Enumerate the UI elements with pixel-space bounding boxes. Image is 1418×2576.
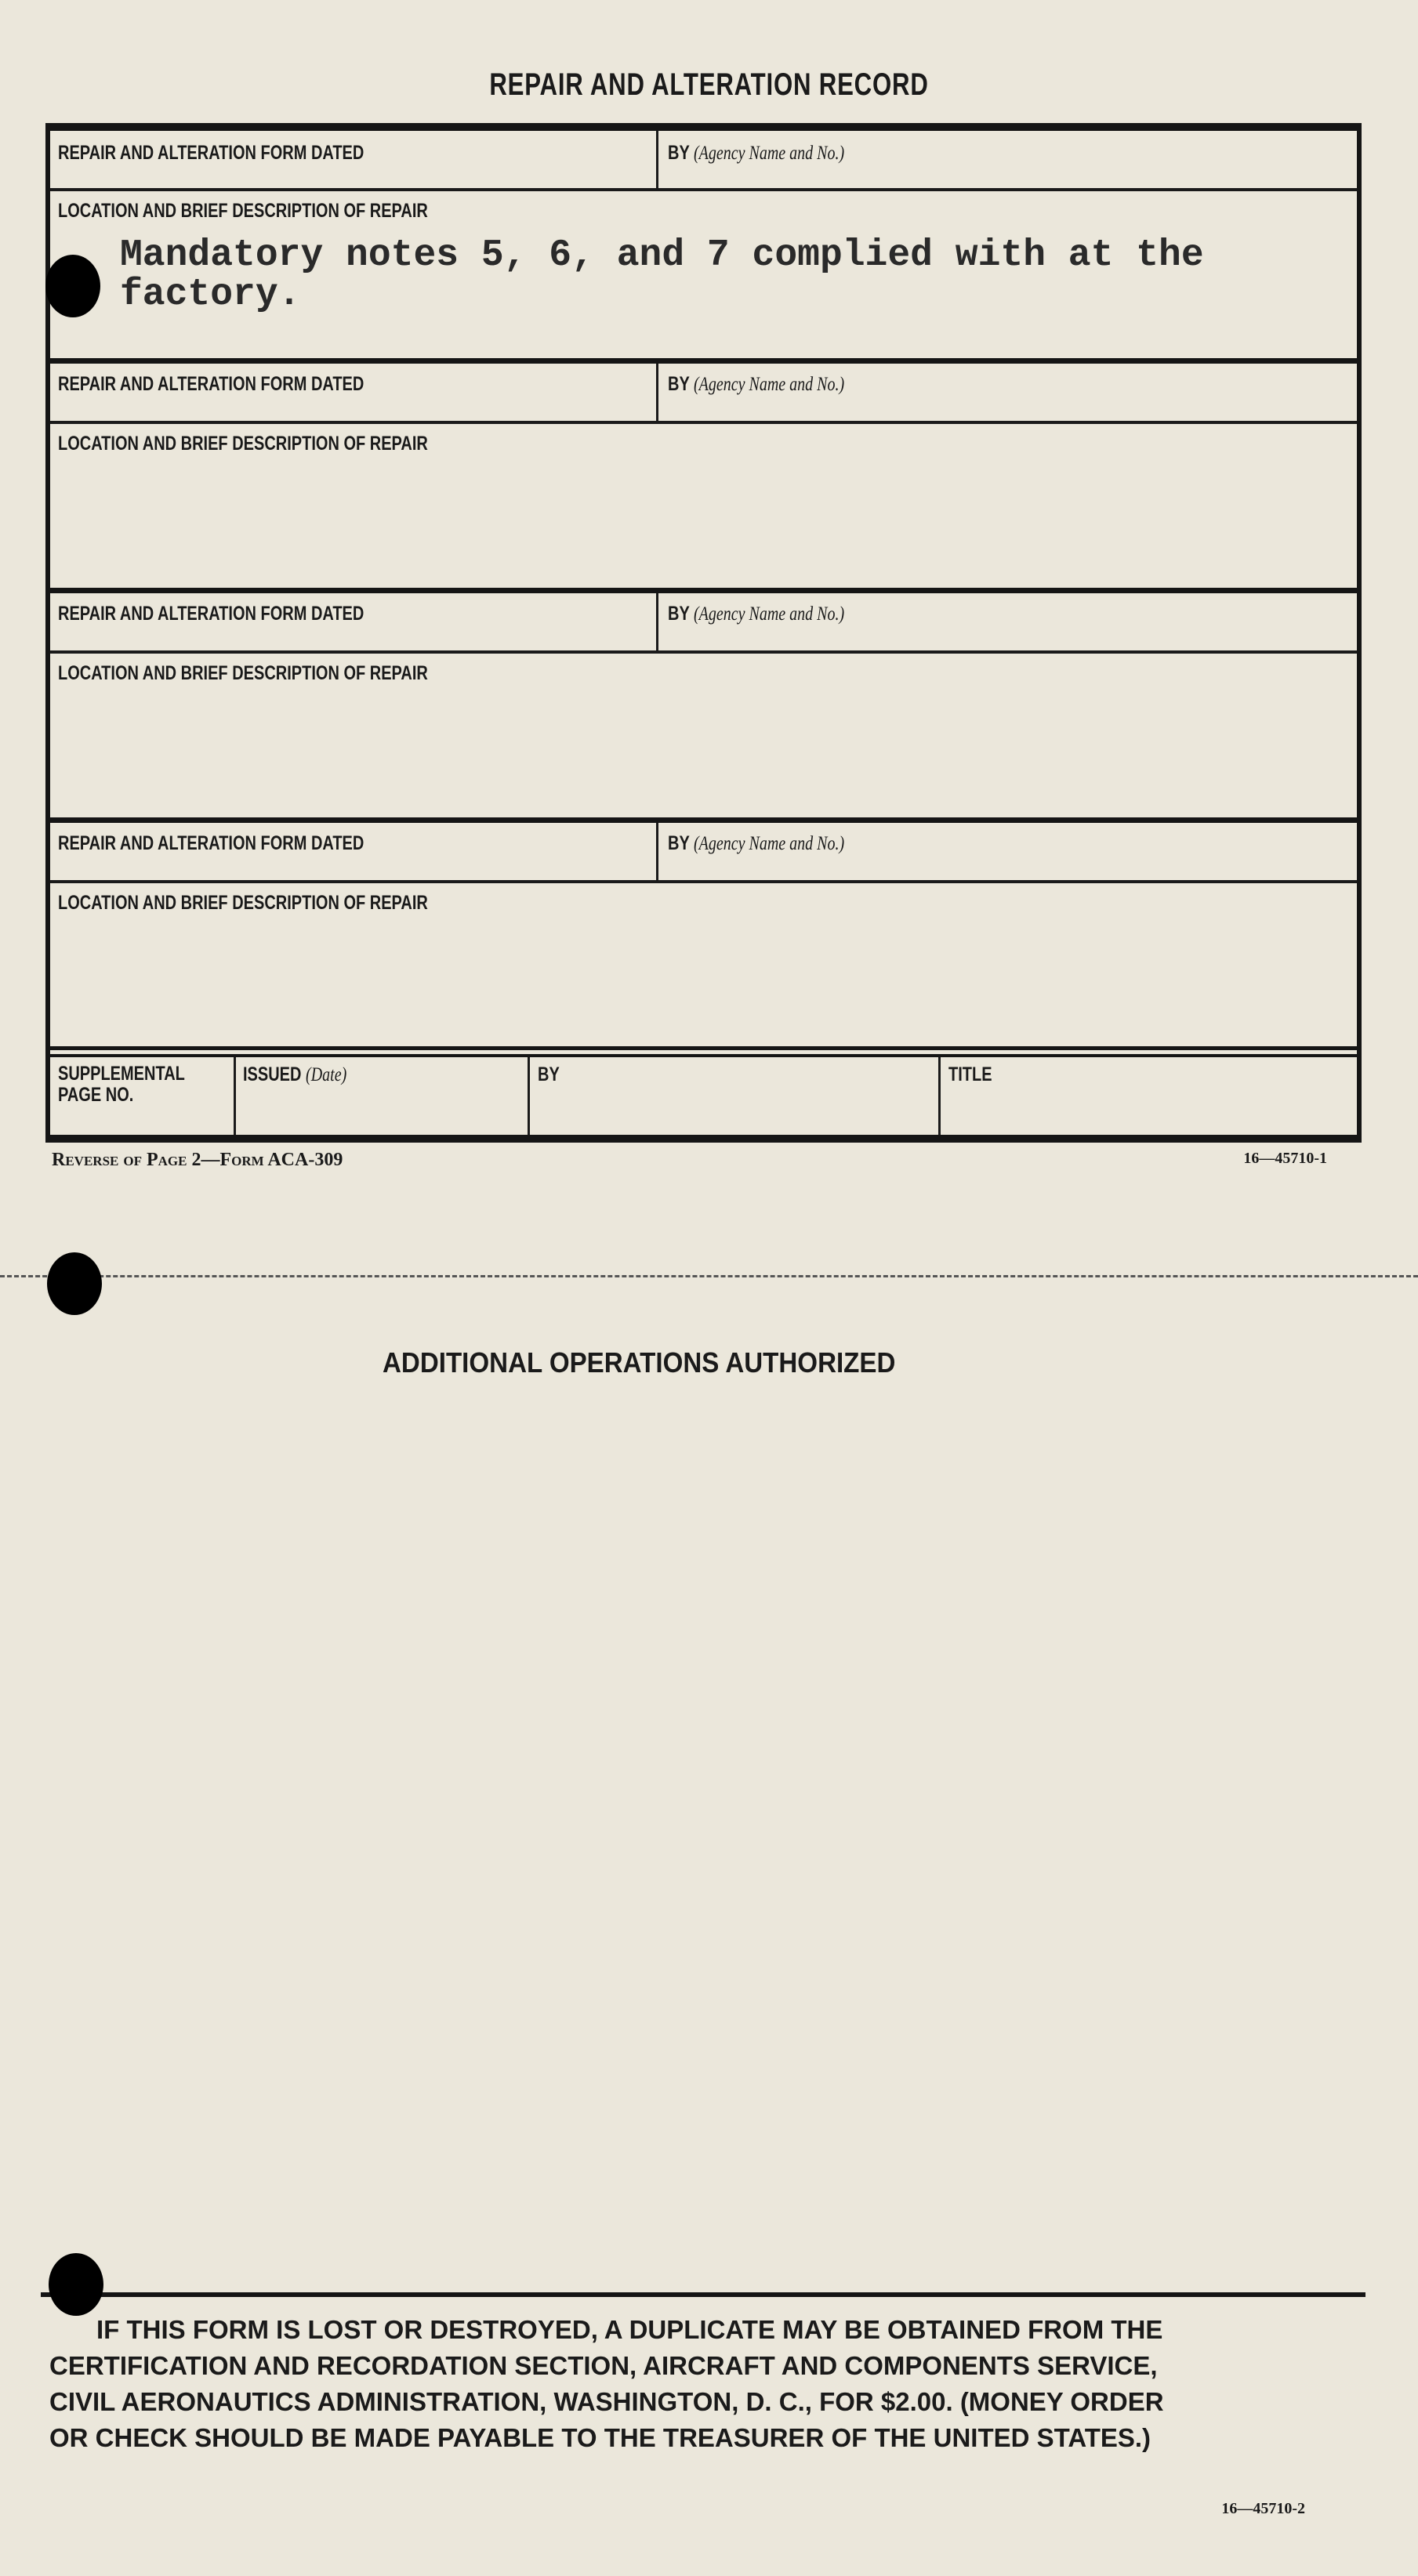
supplemental-page-label: SUPPLEMENTAL PAGE NO. (58, 1063, 185, 1106)
divider (656, 593, 658, 650)
additional-operations-title: ADDITIONAL OPERATIONS AUTHORIZED (383, 1346, 896, 1379)
notice-line: IF THIS FORM IS LOST OR DESTROYED, A DUPLICATE MAY BE OBTAINED FROM THE (96, 2315, 1163, 2344)
by-label: BY (Agency Name and No.) (668, 603, 845, 625)
divider (938, 1057, 941, 1135)
form-dated-label: REPAIR AND ALTERATION FORM DATED (58, 603, 364, 625)
by-label: BY (Agency Name and No.) (668, 142, 845, 164)
divider (528, 1057, 530, 1135)
by-label: BY (538, 1063, 560, 1085)
supplemental-row (50, 1057, 1357, 1135)
perforation-line (0, 1275, 1418, 1277)
location-label: LOCATION AND BRIEF DESCRIPTION OF REPAIR (58, 200, 428, 222)
typed-description: Mandatory notes 5, 6, and 7 complied with at the factory. (120, 234, 1204, 316)
divider (656, 364, 658, 421)
by-label: BY (Agency Name and No.) (668, 373, 845, 395)
notice-line: CERTIFICATION AND RECORDATION SECTION, AIRCRAFT AND COMPONENTS SERVICE, (49, 2351, 1158, 2380)
record-header (50, 131, 1357, 191)
record-header (50, 364, 1357, 424)
record-block (50, 823, 1357, 1050)
divider (50, 817, 1357, 823)
punch-hole (47, 1252, 102, 1315)
notice-line: CIVIL AERONAUTICS ADMINISTRATION, WASHINGTON, D. C., FOR $2.00. (MONEY ORDER (49, 2387, 1164, 2416)
by-label: BY (Agency Name and No.) (668, 832, 845, 854)
divider (656, 131, 658, 188)
form-dated-label: REPAIR AND ALTERATION FORM DATED (58, 832, 364, 854)
divider (50, 588, 1357, 593)
lost-form-notice (49, 2312, 1360, 2456)
record-block (50, 364, 1357, 588)
record-header (50, 823, 1357, 883)
form-dated-label: REPAIR AND ALTERATION FORM DATED (58, 373, 364, 395)
punch-hole (49, 2253, 103, 2316)
issued-label: ISSUED (Date) (243, 1063, 347, 1085)
divider (656, 823, 658, 880)
divider (50, 358, 1357, 364)
notice-code: 16—45710-2 (1221, 2500, 1305, 2517)
title-label: TITLE (948, 1063, 992, 1085)
repair-record-table (45, 123, 1362, 1143)
divider (41, 2292, 1365, 2297)
punch-hole (45, 255, 100, 317)
location-label: LOCATION AND BRIEF DESCRIPTION OF REPAIR (58, 892, 428, 914)
notice-line: OR CHECK SHOULD BE MADE PAYABLE TO THE TREASURER OF THE UNITED STATES.) (49, 2423, 1151, 2452)
form-dated-label: REPAIR AND ALTERATION FORM DATED (58, 142, 364, 164)
divider (50, 1046, 1357, 1050)
location-label: LOCATION AND BRIEF DESCRIPTION OF REPAIR (58, 662, 428, 684)
form-code: 16—45710-1 (1243, 1150, 1327, 1167)
page-title: REPAIR AND ALTERATION RECORD (489, 67, 929, 102)
location-label: LOCATION AND BRIEF DESCRIPTION OF REPAIR (58, 433, 428, 455)
divider (234, 1057, 236, 1135)
record-header (50, 593, 1357, 654)
record-block (50, 593, 1357, 817)
form-reference: Reverse of Page 2—Form ACA-309 (52, 1150, 343, 1170)
